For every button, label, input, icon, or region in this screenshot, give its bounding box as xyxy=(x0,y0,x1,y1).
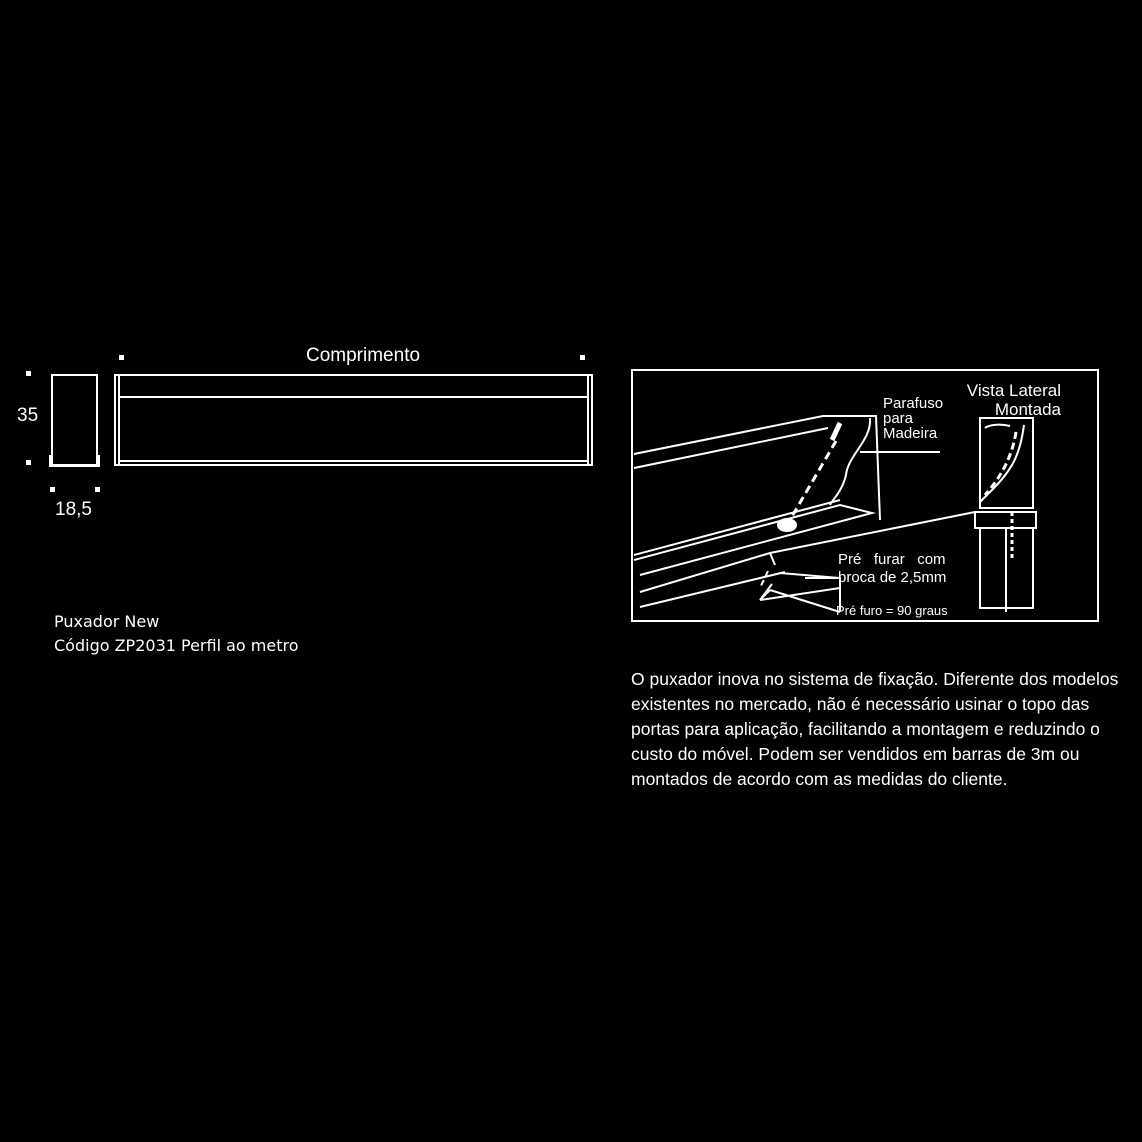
height-value: 35 xyxy=(17,405,39,426)
product-name: Puxador New xyxy=(54,612,160,631)
predrill-label-line: Pré furar com xyxy=(838,551,946,568)
side-view-label-line: Vista Lateral xyxy=(966,381,1061,400)
profile-front-view xyxy=(115,375,592,465)
side-mounted-view xyxy=(975,418,1036,612)
predrill-label-line: broca de 2,5mm xyxy=(838,569,947,586)
profile-cross-section xyxy=(49,375,100,466)
side-view-label-line: Montada xyxy=(994,400,1061,419)
side-view-label xyxy=(955,381,1061,419)
width-value: 18,5 xyxy=(55,499,92,520)
dimension-marker xyxy=(580,355,585,360)
screw-label xyxy=(883,396,943,441)
screw-label-line: para xyxy=(883,410,914,427)
dimension-marker xyxy=(95,487,100,492)
screw-label-line: Madeira xyxy=(883,425,938,442)
product-description: O puxador inova no sistema de fixação. Diferente dos modelos existentes no mercado, não é necessário usinar o topo das portas para aplicação, facilitando a montagem e reduzindo o custo do móvel. Podem ser vendidos em barras de 3m ou montados de acordo com as medidas do cliente. xyxy=(631,669,1119,789)
predrill-label xyxy=(838,551,946,587)
screw-label-line: Parafuso xyxy=(883,395,944,412)
predrill-angle-label: Pré furo = 90 graus xyxy=(836,603,948,618)
length-label: Comprimento xyxy=(306,345,421,366)
product-code: Código ZP2031 Perfil ao metro xyxy=(54,636,299,655)
dimension-marker xyxy=(26,371,31,376)
dimension-marker xyxy=(50,487,55,492)
dimension-marker xyxy=(26,460,31,465)
dimension-marker xyxy=(119,355,124,360)
